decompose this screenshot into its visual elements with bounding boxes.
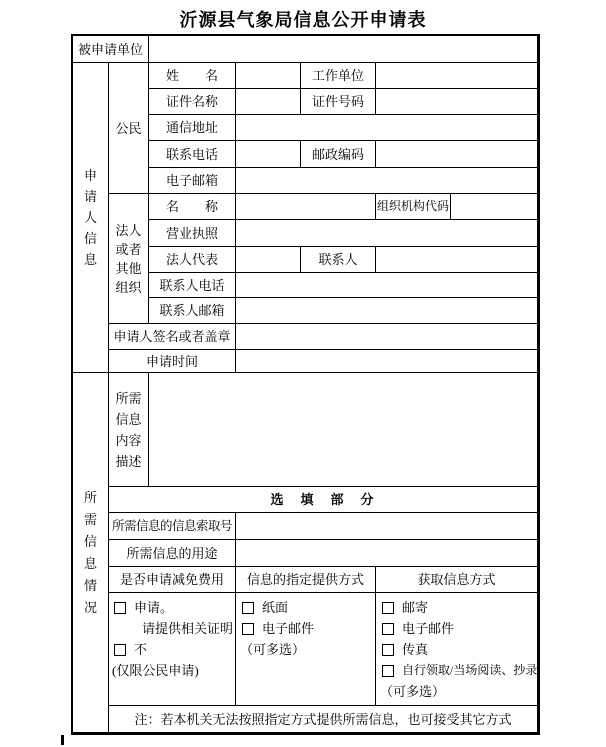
page-title: 沂源县气象局信息公开申请表 [179, 10, 427, 30]
info-index-value[interactable] [236, 513, 538, 540]
obtain-option-fax-label: 传真 [402, 642, 429, 657]
contact-email-label: 联系人邮箱 [149, 298, 236, 324]
address-label: 通信地址 [149, 115, 236, 141]
obtain-option-pickup-label: 自行领取/当场阅读、抄录 [402, 663, 538, 677]
fee-apply-note: 请提供相关证明 [142, 621, 234, 636]
id-type-value[interactable] [236, 89, 301, 115]
license-label: 营业执照 [149, 220, 236, 247]
id-type-label: 证件名称 [149, 89, 236, 115]
obtain-method-header: 获取信息方式 [376, 567, 538, 593]
contact-phone-label: 联系人电话 [149, 273, 236, 298]
contact-label: 联系人 [301, 247, 376, 273]
license-value[interactable] [236, 220, 538, 247]
id-number-label: 证件号码 [301, 89, 376, 115]
contact-value[interactable] [376, 247, 538, 273]
id-number-value[interactable] [376, 89, 538, 115]
info-desc-value[interactable] [149, 373, 538, 487]
org-name-label: 名 称 [149, 194, 236, 220]
email-label: 电子邮箱 [149, 168, 236, 194]
fee-restriction-note: (仅限公民申请) [112, 663, 199, 678]
work-unit-label: 工作单位 [301, 63, 376, 89]
signature-label: 申请人签名或者盖章 [109, 324, 236, 350]
text-cursor [61, 735, 64, 745]
signature-value[interactable] [236, 324, 538, 350]
checkbox-icon[interactable] [382, 623, 394, 635]
obtain-option-fax[interactable] [380, 639, 428, 660]
checkbox-icon[interactable] [242, 602, 254, 614]
checkbox-icon[interactable] [114, 602, 126, 614]
apply-time-label: 申请时间 [109, 350, 236, 373]
fee-option-no-label: 不 [134, 642, 148, 657]
checkbox-icon[interactable] [242, 623, 254, 635]
phone-value[interactable] [236, 141, 301, 168]
delivery-method-header: 信息的指定提供方式 [236, 567, 376, 593]
applied-unit-label: 被申请单位 [73, 36, 149, 63]
obtain-options-cell [376, 593, 538, 706]
applied-unit-value[interactable] [149, 36, 538, 63]
fee-waiver-header: 是否申请减免费用 [109, 567, 236, 593]
checkbox-icon[interactable] [382, 665, 394, 677]
contact-email-value[interactable] [236, 298, 538, 324]
work-unit-value[interactable] [376, 63, 538, 89]
checkbox-icon[interactable] [382, 644, 394, 656]
citizen-group-label: 公民 [109, 63, 149, 194]
delivery-option-email[interactable] [240, 618, 314, 639]
info-desc-label: 所需信息内容描述 [109, 373, 149, 487]
delivery-multi-note: （可多选） [240, 642, 306, 657]
organization-group-label: 法人或者其他组织 [109, 194, 149, 324]
delivery-options-cell [236, 593, 376, 706]
info-purpose-value[interactable] [236, 540, 538, 567]
obtain-option-email[interactable] [380, 618, 454, 639]
fee-option-apply-label: 申请。 [134, 600, 174, 615]
apply-time-value[interactable] [236, 350, 538, 373]
phone-label: 联系电话 [149, 141, 236, 168]
checkbox-icon[interactable] [114, 644, 126, 656]
optional-section-header: 选 填 部 分 [109, 487, 538, 513]
obtain-option-mail[interactable] [380, 597, 428, 618]
fee-option-apply[interactable] [112, 597, 173, 618]
obtain-option-mail-label: 邮寄 [402, 600, 429, 615]
postal-label: 邮政编码 [301, 141, 376, 168]
delivery-option-paper-label: 纸面 [262, 600, 289, 615]
address-value[interactable] [236, 115, 538, 141]
citizen-name-value[interactable] [236, 63, 301, 89]
obtain-option-email-label: 电子邮件 [402, 621, 455, 636]
fee-option-no[interactable] [112, 639, 147, 660]
obtain-option-pickup[interactable] [380, 660, 537, 681]
contact-phone-value[interactable] [236, 273, 538, 298]
checkbox-icon[interactable] [382, 602, 394, 614]
footnote: 注：若本机关无法按照指定方式提供所需信息，也可接受其它方式 [109, 706, 538, 733]
legal-rep-value[interactable] [236, 247, 301, 273]
citizen-name-label: 姓 名 [149, 63, 236, 89]
fee-waiver-options-cell [109, 593, 236, 706]
org-name-value[interactable] [236, 194, 376, 220]
required-info-section-label: 所需信息情况 [73, 373, 109, 733]
org-code-label: 组织机构代码 [376, 194, 451, 220]
info-purpose-label: 所需信息的用途 [109, 540, 236, 567]
obtain-multi-note: （可多选） [380, 684, 446, 699]
legal-rep-label: 法人代表 [149, 247, 236, 273]
delivery-option-paper[interactable] [240, 597, 288, 618]
delivery-option-email-label: 电子邮件 [262, 621, 315, 636]
applicant-section-label: 申请人信息 [73, 63, 109, 373]
email-value[interactable] [236, 168, 538, 194]
org-code-value[interactable] [451, 194, 538, 220]
info-index-label: 所需信息的信息索取号 [109, 513, 236, 540]
postal-value[interactable] [376, 141, 538, 168]
